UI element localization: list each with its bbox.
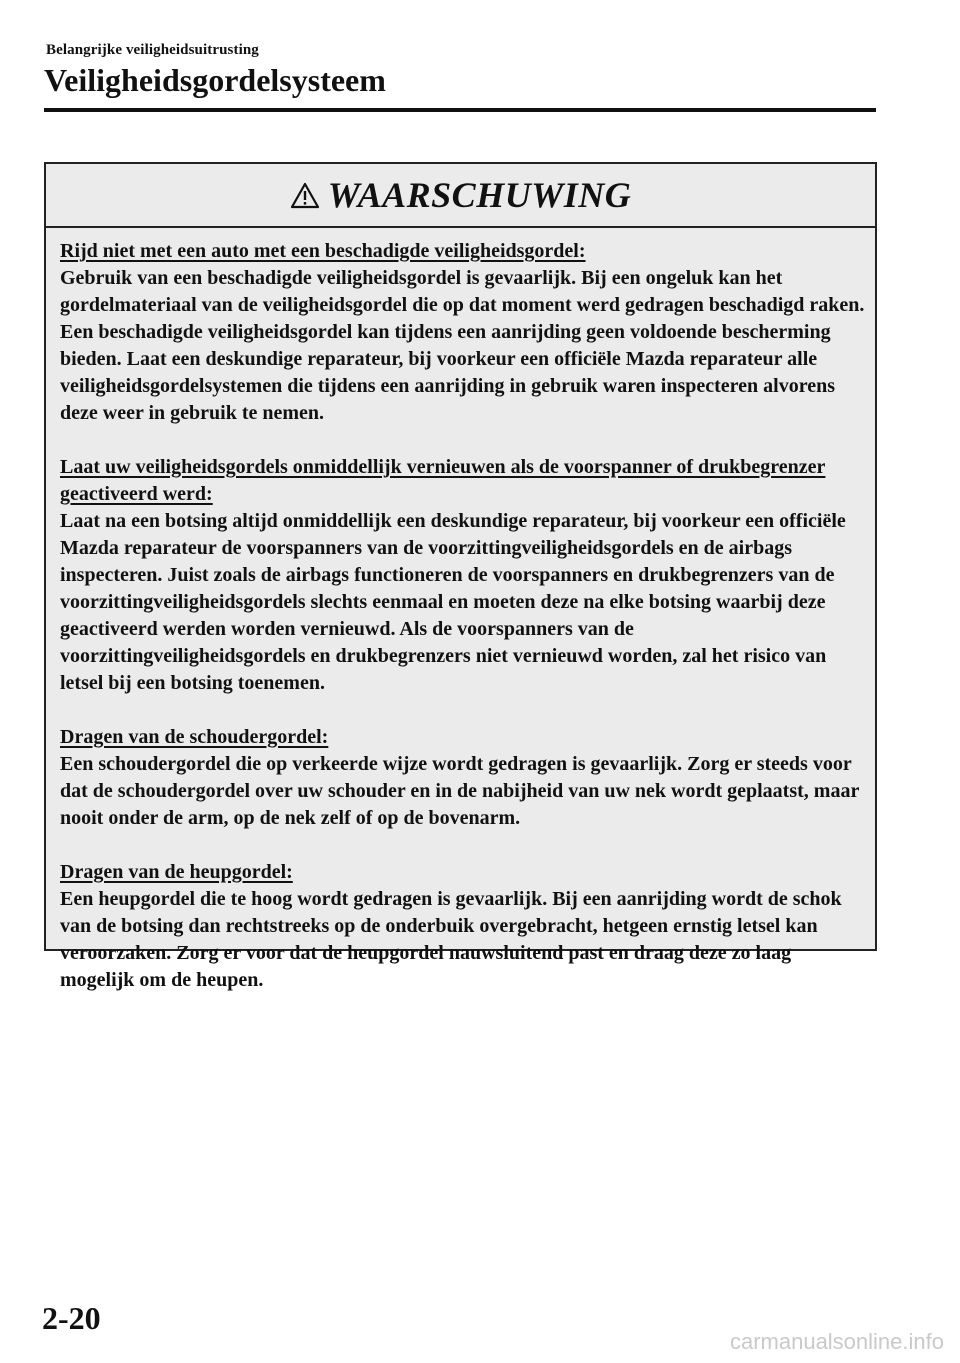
- warning-item: [60, 238, 865, 427]
- section-label: Belangrijke veiligheidsuitrusting: [46, 42, 259, 58]
- warning-item-text: Gebruik van een beschadigde veiligheidsgordel is gevaarlijk. Bij een ongeluk kan het gordelmateriaal van de veiligheidsgordel die op dat moment werd gedragen beschadigd raken. Een beschadigde veiligheidsgordel kan tijdens een aanrijding geen voldoende bescherming bieden. Laat een deskundige reparateur, bij voorkeur een officiële Mazda reparateur alle veiligheidsgordelsystemen die tijdens een aanrijding in gebruik waren inspecteren alvorens deze weer in gebruik te nemen.: [60, 267, 865, 424]
- warning-item-heading: Dragen van de schoudergordel:: [60, 726, 329, 748]
- warning-item-heading: Dragen van de heupgordel:: [60, 861, 293, 883]
- watermark: carmanualsonline.info: [729, 1329, 944, 1354]
- warning-item: [60, 454, 865, 697]
- warning-item-text: Een heupgordel die te hoog wordt gedragen is gevaarlijk. Bij een aanrijding wordt de schok van de botsing dan rechtstreeks op de onderbuik overgebracht, hetgeen ernstig letsel kan veroorzaken. Zorg er voor dat de heupgordel nauwsluitend past en draag deze zo laag mogelijk om de heupen.: [60, 888, 842, 991]
- warning-title: WAARSCHUWING: [327, 175, 632, 215]
- warning-item-heading: Laat uw veiligheidsgordels onmiddellijk vernieuwen als de voorspanner of drukbegrenzer geactiveerd werd:: [60, 456, 826, 505]
- warning-item-heading: Rijd niet met een auto met een beschadigde veiligheidsgordel:: [60, 240, 586, 262]
- warning-item-text: Een schoudergordel die op verkeerde wijze wordt gedragen is gevaarlijk. Zorg er steeds voor dat de schoudergordel over uw schouder en in de nabijheid van uw nek wordt geplaatst, maar nooit onder de arm, op de nek zelf of op de bovenarm.: [60, 753, 859, 829]
- page-number: 2-20: [42, 1300, 101, 1336]
- page-title: Veiligheidsgordelsysteem: [44, 62, 386, 98]
- warning-box: [44, 162, 877, 991]
- warning-header: [46, 164, 875, 228]
- warning-item-text: Laat na een botsing altijd onmiddellijk een deskundige reparateur, bij voorkeur een officiële Mazda reparateur de voorspanners van de voorzittingveiligheidsgordels en de airbags inspecteren. Juist zoals de airbags functioneren de voorspanners en drukbegrenzers van de voorzittingveiligheidsgordels slechts eenmaal en moeten deze na elke botsing waarbij deze geactiveerd werden worden vernieuwd. Als de voorspanners van de voorzittingveiligheidsgordels en drukbegrenzers niet vernieuwd worden, zal het risico van letsel bij een botsing toenemen.: [60, 510, 846, 694]
- warning-triangle-icon: [290, 182, 320, 209]
- title-divider: [44, 108, 876, 112]
- warning-body: [46, 228, 875, 994]
- warning-item: [60, 724, 865, 832]
- warning-item: [60, 859, 865, 994]
